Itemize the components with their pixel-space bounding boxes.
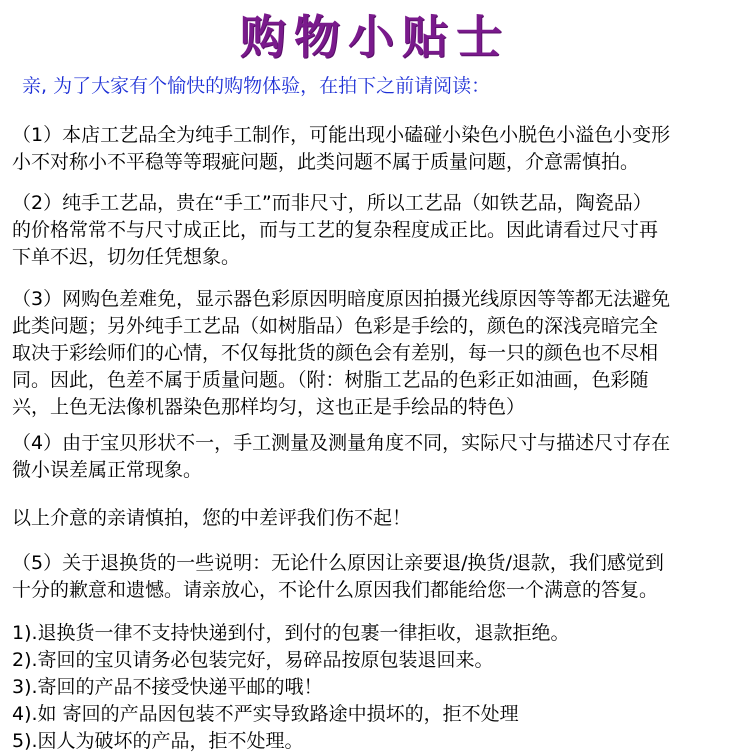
paragraph-line: （3）网购色差难免，显示器色彩原因明暗度原因拍摄光线原因等等都无法避免 bbox=[12, 288, 671, 310]
list-item: 3).寄回的产品不接受快递平邮的哦！ bbox=[12, 676, 323, 698]
page-title: 购物小贴士 bbox=[240, 10, 510, 64]
list-item: 1).退换货一律不支持快递到付，到付的包裹一律拒收，退款拒绝。 bbox=[12, 622, 570, 644]
paragraph-line: （5）关于退换货的一些说明：无论什么原因让亲要退/换货/退款，我们感觉到 bbox=[12, 552, 664, 574]
paragraph-line: 兴，上色无法像机器染色那样均匀，这也正是手绘品的特色） bbox=[12, 396, 526, 418]
warning-line bbox=[12, 505, 742, 532]
list-item: 5).因人为破坏的产品，拒不处理。 bbox=[12, 730, 304, 752]
list-item: 4).如 寄回的产品因包装不严实导致路途中损坏的，拒不处理 bbox=[12, 703, 519, 725]
paragraph-line: 下单不迟，切勿任凭想象。 bbox=[12, 246, 241, 268]
paragraph-line: 此类问题；另外纯手工艺品（如树脂品）色彩是手绘的，颜色的深浅亮暗完全 bbox=[12, 315, 659, 337]
notice-paragraph-2 bbox=[12, 190, 742, 271]
notice-paragraph-1 bbox=[12, 122, 742, 176]
paragraph-line: （4）由于宝贝形状不一，手工测量及测量角度不同，实际尺寸与描述尺寸存在 bbox=[12, 432, 671, 454]
paragraph-line: 十分的歉意和遗憾。请亲放心，不论什么原因我们都能给您一个满意的答复。 bbox=[12, 579, 659, 601]
return-policy-intro bbox=[12, 550, 742, 604]
paragraph-line: （2）纯手工艺品，贵在“手工”而非尺寸，所以工艺品（如铁艺品，陶瓷品） bbox=[12, 192, 652, 214]
return-policy-list bbox=[12, 620, 742, 755]
paragraph-line: 以上介意的亲请慎拍，您的中差评我们伤不起！ bbox=[12, 507, 412, 529]
paragraph-line: 小不对称小不平稳等等瑕疵问题，此类问题不属于质量问题，介意需慎拍。 bbox=[12, 151, 640, 173]
paragraph-line: 同。因此，色差不属于质量问题。（附：树脂工艺品的色彩正如油画，色彩随 bbox=[12, 369, 649, 391]
notice-paragraph-3 bbox=[12, 286, 742, 421]
notice-paragraph-4 bbox=[12, 430, 742, 484]
paragraph-line: 的价格常常不与尺寸成正比，而与工艺的复杂程度成正比。因此请看过尺寸再 bbox=[12, 219, 659, 241]
paragraph-line: 取决于彩绘师们的心情，不仅每批货的颜色会有差别，每一只的颜色也不尽相 bbox=[12, 342, 659, 364]
intro-text: 亲, 为了大家有个愉快的购物体验，在拍下之前请阅读： bbox=[22, 75, 491, 97]
paragraph-line: （1）本店工艺品全为纯手工制作，可能出现小磕碰小染色小脱色小溢色小变形 bbox=[12, 124, 671, 146]
list-item: 2).寄回的宝贝请务必包装完好，易碎品按原包装退回来。 bbox=[12, 649, 494, 671]
paragraph-line: 微小误差属正常现象。 bbox=[12, 459, 203, 481]
